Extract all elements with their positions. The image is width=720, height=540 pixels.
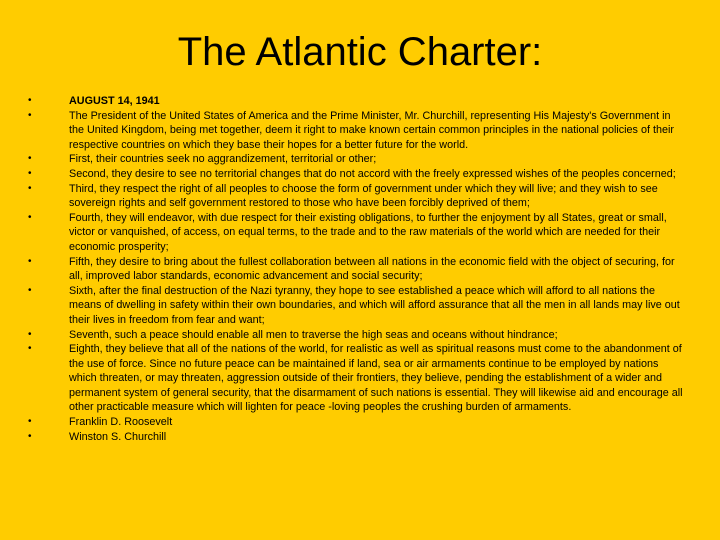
list-item-text: First, their countries seek no aggrandizement, territorial or other; (69, 153, 377, 166)
list-item-text: Winston S. Churchill (69, 430, 167, 443)
list-item (28, 109, 688, 153)
list-item (28, 182, 688, 211)
list-item-text: Seventh, such a peace should enable all men to traverse the high seas and oceans without hindrance; (69, 328, 558, 341)
bullet-icon: • (28, 284, 32, 296)
list-item (28, 328, 688, 343)
bullet-icon: • (28, 343, 32, 355)
list-item (28, 430, 688, 445)
bullet-icon: • (28, 95, 32, 106)
slide-title: The Atlantic Charter: (177, 30, 543, 74)
list-item (28, 342, 688, 415)
list-item-text: Franklin D. Roosevelt (69, 416, 173, 429)
list-item (28, 152, 688, 167)
bullet-icon: • (28, 430, 32, 442)
list-item-text: Sixth, after the final destruction of the Nazi tyranny, they hope to see established a peace which will afford to all nations the means of dwelling in safety within their own boundaries, and which will afford assurance that all the men in all lands may live out their lives in freedom from fear and want; (69, 284, 680, 326)
list-item (28, 211, 688, 255)
date-line (28, 94, 688, 109)
bullet-icon: • (28, 153, 32, 165)
list-item-text: Fourth, they will endeavor, with due respect for their existing obligations, to further the enjoyment by all States, great or small, victor or vanquished, of access, on equal terms, to the trade and to the raw materials of the world which are needed for their economic prosperity; (69, 211, 667, 253)
list-item-text: The President of the United States of America and the Prime Minister, Mr. Churchill, representing His Majesty's Government in the United Kingdom, being met together, deem it right to make known certain common principles in the national policies of their respective countries on which they base their hopes for a better future for the world. (69, 109, 674, 151)
bullet-icon: • (28, 328, 32, 340)
list-item (28, 284, 688, 328)
list-item-text: Second, they desire to see no territorial changes that do not accord with the freely expressed wishes of the peoples concerned; (69, 167, 676, 180)
list-item (28, 415, 688, 430)
charter-text-list (28, 94, 688, 444)
bullet-icon: • (28, 211, 32, 223)
list-item-text: Fifth, they desire to bring about the fullest collaboration between all nations in the economic field with the object of securing, for all, improved labor standards, economic advancement and social security; (69, 255, 675, 283)
list-item-text: Third, they respect the right of all peoples to choose the form of government under which they will live; and they wish to see sovereign rights and self government restored to those who have been forcibly deprived of them; (69, 182, 658, 210)
bullet-icon: • (28, 255, 32, 267)
list-item (28, 255, 688, 284)
list-item-text: Eighth, they believe that all of the nations of the world, for realistic as well as spiritual reasons must come to the abandonment of the use of force. Since no future peace can be maintained if land, sea or air armaments continue to be employed by nations which threaten, or may threaten, aggression outside of their frontiers, they believe, pending the establishment of a wider and permanent system of general security, that the disarmament of such nations is essential. They will likewise aid and encourage all other practicable measure which will lighten for peace -loving peoples the crushing burden of armaments. (69, 343, 683, 414)
list-item-text: AUGUST 14, 1941 (69, 95, 160, 107)
bullet-icon: • (28, 416, 32, 428)
bullet-icon: • (28, 182, 32, 194)
bullet-icon: • (28, 167, 32, 179)
list-item (28, 167, 688, 182)
bullet-icon: • (28, 109, 32, 121)
